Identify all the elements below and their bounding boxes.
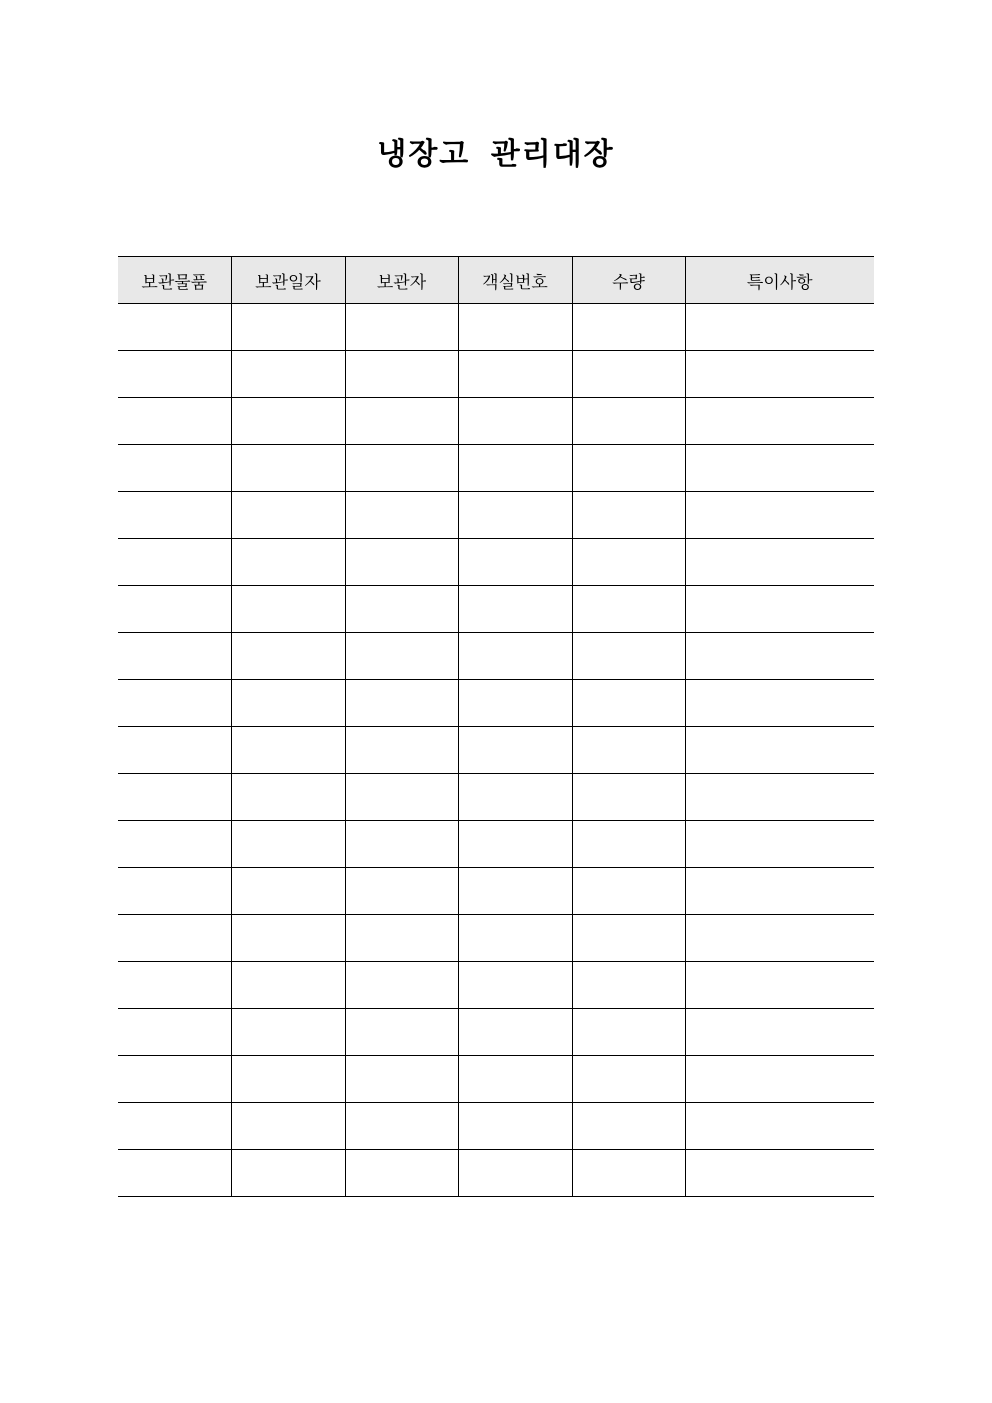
cell-item[interactable]	[118, 774, 231, 821]
cell-item[interactable]	[118, 1150, 231, 1197]
cell-owner[interactable]	[345, 680, 458, 727]
cell-room-number[interactable]	[458, 1150, 572, 1197]
table-row	[118, 492, 874, 539]
cell-item[interactable]	[118, 868, 231, 915]
column-header-date: 보관일자	[231, 257, 345, 304]
cell-room-number[interactable]	[458, 962, 572, 1009]
cell-owner[interactable]	[345, 774, 458, 821]
cell-owner[interactable]	[345, 445, 458, 492]
cell-remarks[interactable]	[685, 727, 874, 774]
column-header-quantity: 수량	[572, 257, 685, 304]
cell-remarks[interactable]	[685, 868, 874, 915]
cell-remarks[interactable]	[685, 774, 874, 821]
cell-item[interactable]	[118, 727, 231, 774]
cell-item[interactable]	[118, 445, 231, 492]
cell-quantity[interactable]	[572, 962, 685, 1009]
cell-room-number[interactable]	[458, 539, 572, 586]
cell-date[interactable]	[231, 962, 345, 1009]
cell-date[interactable]	[231, 586, 345, 633]
cell-item[interactable]	[118, 398, 231, 445]
cell-date[interactable]	[231, 398, 345, 445]
cell-remarks[interactable]	[685, 586, 874, 633]
cell-item[interactable]	[118, 1009, 231, 1056]
cell-remarks[interactable]	[685, 492, 874, 539]
cell-remarks[interactable]	[685, 398, 874, 445]
cell-date[interactable]	[231, 821, 345, 868]
cell-item[interactable]	[118, 351, 231, 398]
cell-quantity[interactable]	[572, 868, 685, 915]
cell-owner[interactable]	[345, 1009, 458, 1056]
cell-date[interactable]	[231, 304, 345, 351]
cell-owner[interactable]	[345, 398, 458, 445]
table-row	[118, 445, 874, 492]
cell-remarks[interactable]	[685, 915, 874, 962]
column-header-remarks: 특이사항	[685, 257, 874, 304]
cell-remarks[interactable]	[685, 1009, 874, 1056]
cell-date[interactable]	[231, 492, 345, 539]
column-header-owner: 보관자	[345, 257, 458, 304]
cell-date[interactable]	[231, 1150, 345, 1197]
cell-owner[interactable]	[345, 915, 458, 962]
cell-owner[interactable]	[345, 962, 458, 1009]
cell-date[interactable]	[231, 351, 345, 398]
cell-room-number[interactable]	[458, 586, 572, 633]
cell-item[interactable]	[118, 304, 231, 351]
cell-quantity[interactable]	[572, 398, 685, 445]
cell-remarks[interactable]	[685, 1103, 874, 1150]
cell-room-number[interactable]	[458, 445, 572, 492]
page-title: 냉장고 관리대장	[377, 137, 615, 172]
cell-remarks[interactable]	[685, 351, 874, 398]
cell-item[interactable]	[118, 539, 231, 586]
cell-room-number[interactable]	[458, 1103, 572, 1150]
cell-quantity[interactable]	[572, 633, 685, 680]
cell-remarks[interactable]	[685, 1056, 874, 1103]
cell-quantity[interactable]	[572, 539, 685, 586]
cell-owner[interactable]	[345, 821, 458, 868]
table-row	[118, 821, 874, 868]
cell-item[interactable]	[118, 962, 231, 1009]
cell-owner[interactable]	[345, 304, 458, 351]
cell-room-number[interactable]	[458, 1056, 572, 1103]
cell-item[interactable]	[118, 1103, 231, 1150]
cell-date[interactable]	[231, 539, 345, 586]
cell-date[interactable]	[231, 1056, 345, 1103]
cell-item[interactable]	[118, 633, 231, 680]
cell-owner[interactable]	[345, 1103, 458, 1150]
table-header	[118, 257, 874, 304]
table-row	[118, 304, 874, 351]
table-row	[118, 727, 874, 774]
cell-owner[interactable]	[345, 1150, 458, 1197]
cell-date[interactable]	[231, 633, 345, 680]
cell-remarks[interactable]	[685, 633, 874, 680]
cell-owner[interactable]	[345, 868, 458, 915]
table-row	[118, 1009, 874, 1056]
cell-quantity[interactable]	[572, 445, 685, 492]
table-row	[118, 1103, 874, 1150]
cell-room-number[interactable]	[458, 680, 572, 727]
table-row	[118, 680, 874, 727]
cell-room-number[interactable]	[458, 398, 572, 445]
cell-quantity[interactable]	[572, 915, 685, 962]
cell-room-number[interactable]	[458, 304, 572, 351]
cell-date[interactable]	[231, 727, 345, 774]
cell-owner[interactable]	[345, 1056, 458, 1103]
cell-owner[interactable]	[345, 633, 458, 680]
cell-quantity[interactable]	[572, 1103, 685, 1150]
table-row	[118, 586, 874, 633]
table-row	[118, 774, 874, 821]
cell-room-number[interactable]	[458, 774, 572, 821]
cell-remarks[interactable]	[685, 962, 874, 1009]
cell-item[interactable]	[118, 492, 231, 539]
cell-date[interactable]	[231, 1009, 345, 1056]
table-row	[118, 398, 874, 445]
cell-remarks[interactable]	[685, 821, 874, 868]
cell-quantity[interactable]	[572, 586, 685, 633]
cell-quantity[interactable]	[572, 1009, 685, 1056]
fridge-ledger-table	[118, 256, 874, 1197]
cell-date[interactable]	[231, 915, 345, 962]
cell-owner[interactable]	[345, 727, 458, 774]
table-row	[118, 351, 874, 398]
column-header-item: 보관물품	[118, 257, 231, 304]
header-row	[118, 257, 874, 304]
cell-quantity[interactable]	[572, 492, 685, 539]
cell-item[interactable]	[118, 821, 231, 868]
cell-room-number[interactable]	[458, 351, 572, 398]
cell-date[interactable]	[231, 680, 345, 727]
cell-quantity[interactable]	[572, 304, 685, 351]
cell-date[interactable]	[231, 774, 345, 821]
cell-remarks[interactable]	[685, 445, 874, 492]
cell-quantity[interactable]	[572, 680, 685, 727]
cell-date[interactable]	[231, 1103, 345, 1150]
cell-room-number[interactable]	[458, 868, 572, 915]
cell-remarks[interactable]	[685, 680, 874, 727]
cell-owner[interactable]	[345, 492, 458, 539]
table-row	[118, 962, 874, 1009]
cell-item[interactable]	[118, 1056, 231, 1103]
cell-owner[interactable]	[345, 351, 458, 398]
cell-room-number[interactable]	[458, 727, 572, 774]
cell-room-number[interactable]	[458, 915, 572, 962]
cell-item[interactable]	[118, 680, 231, 727]
table-row	[118, 539, 874, 586]
cell-remarks[interactable]	[685, 304, 874, 351]
cell-remarks[interactable]	[685, 1150, 874, 1197]
cell-quantity[interactable]	[572, 821, 685, 868]
column-header-room-number: 객실번호	[458, 257, 572, 304]
table-row	[118, 633, 874, 680]
cell-owner[interactable]	[345, 586, 458, 633]
cell-date[interactable]	[231, 868, 345, 915]
cell-room-number[interactable]	[458, 492, 572, 539]
cell-room-number[interactable]	[458, 1009, 572, 1056]
table-row	[118, 1150, 874, 1197]
cell-owner[interactable]	[345, 539, 458, 586]
cell-item[interactable]	[118, 586, 231, 633]
cell-quantity[interactable]	[572, 1056, 685, 1103]
cell-room-number[interactable]	[458, 633, 572, 680]
table-row	[118, 1056, 874, 1103]
cell-quantity[interactable]	[572, 774, 685, 821]
table-body	[118, 304, 874, 1197]
cell-item[interactable]	[118, 915, 231, 962]
cell-remarks[interactable]	[685, 539, 874, 586]
table-row	[118, 868, 874, 915]
cell-quantity[interactable]	[572, 727, 685, 774]
cell-quantity[interactable]	[572, 1150, 685, 1197]
cell-quantity[interactable]	[572, 351, 685, 398]
cell-room-number[interactable]	[458, 821, 572, 868]
cell-date[interactable]	[231, 445, 345, 492]
table-row	[118, 915, 874, 962]
